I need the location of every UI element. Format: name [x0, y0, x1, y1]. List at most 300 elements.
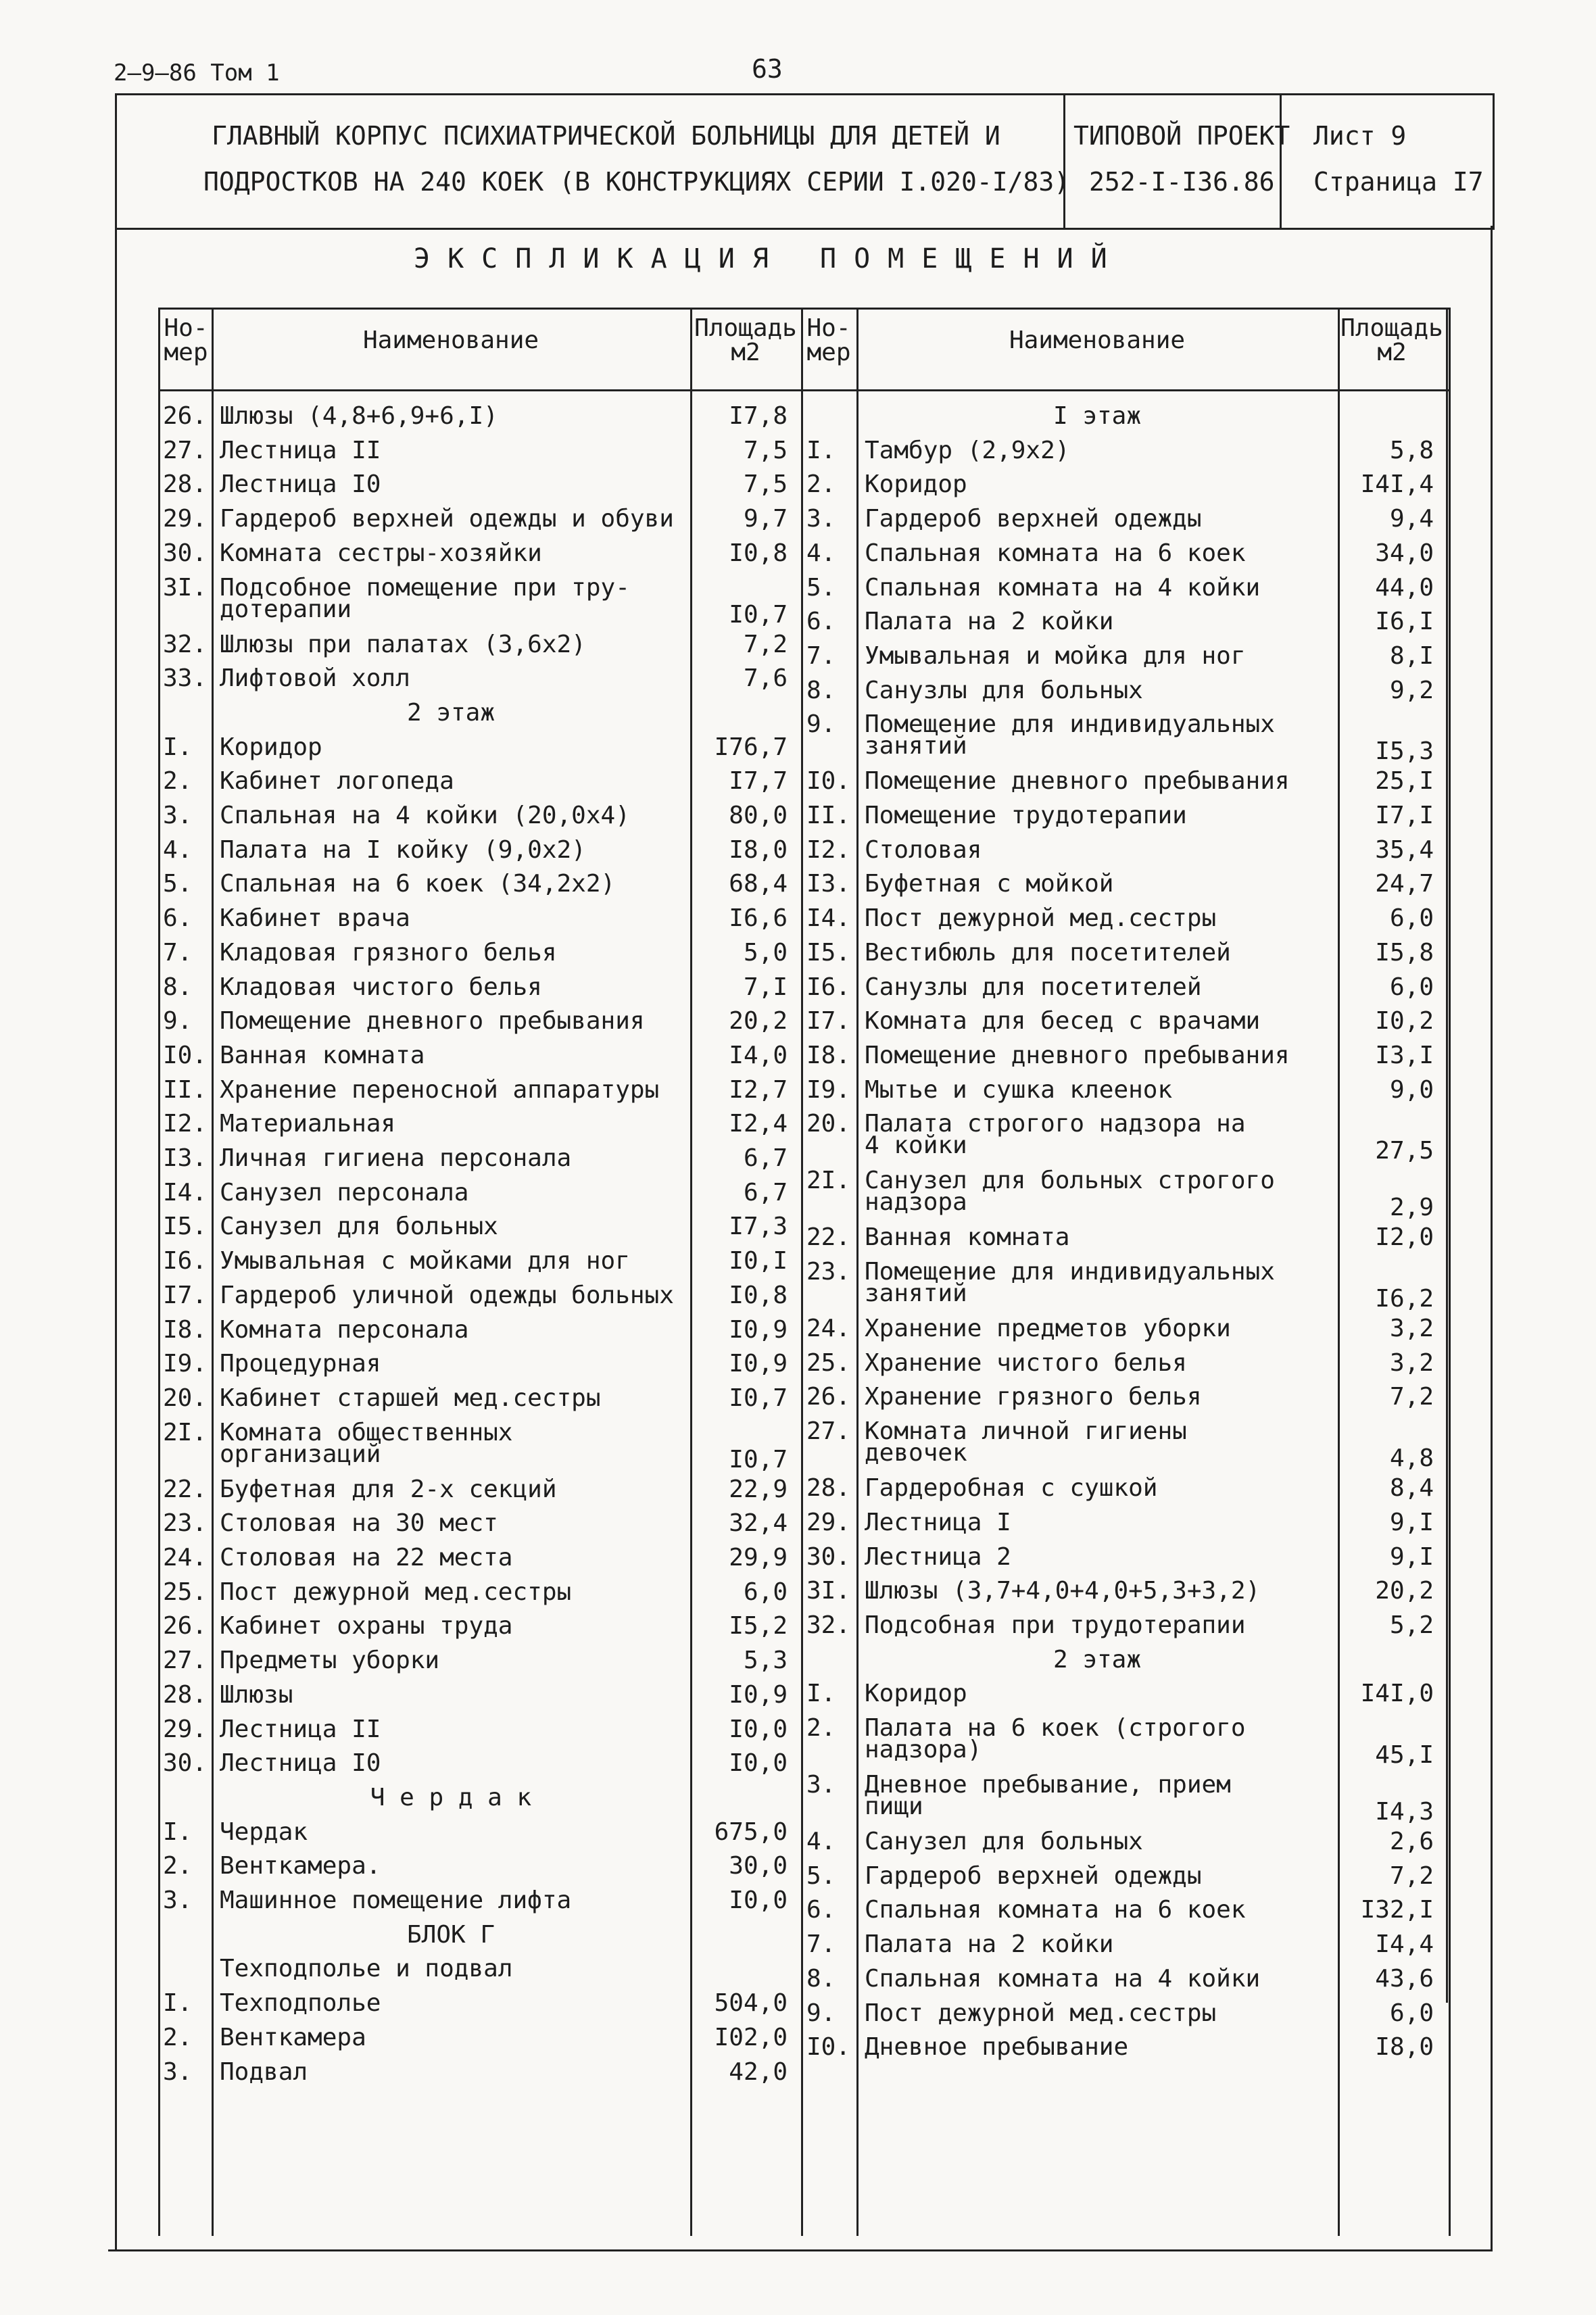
room-name: Чердак: [220, 1818, 308, 1846]
col-header-area-left: Площадь м2: [694, 314, 797, 366]
room-name: Комната общественных: [220, 1418, 513, 1446]
room-name-continued: девочек: [865, 1439, 967, 1467]
room-name: Пост дежурной мед.сестры: [220, 1578, 572, 1606]
room-area: I2,7: [729, 1075, 788, 1104]
table-row: [160, 436, 1449, 470]
room-area: 9,4: [1389, 505, 1434, 533]
room-number: 27.: [163, 436, 208, 464]
room-number: I0.: [806, 2033, 851, 2062]
room-area: I4I,0: [1360, 1680, 1434, 1708]
room-name: Кладовая чистого белья: [220, 973, 542, 1001]
room-name: Санузлы для больных: [865, 676, 1143, 704]
room-area: 4,8: [1389, 1444, 1434, 1473]
room-name: Хранение переносной аппаратуры: [220, 1075, 660, 1104]
table-row: [160, 1611, 1449, 1645]
room-name-continued: 4 койки: [865, 1131, 967, 1160]
room-area: I02,0: [714, 2023, 788, 2051]
room-number: 30.: [806, 1542, 851, 1571]
room-name: Материальная: [220, 1110, 396, 1138]
page-number: 63: [752, 54, 783, 84]
room-number: 29.: [163, 505, 208, 533]
room-area: I0,7: [729, 1384, 788, 1412]
room-area: I0,2: [1375, 1007, 1434, 1035]
room-area: 44,0: [1375, 573, 1434, 602]
room-area: 20,2: [729, 1007, 788, 1035]
room-name: Шлюзы (3,7+4,0+4,0+5,3+3,2): [865, 1577, 1261, 1605]
room-name: Помещение дневного пребывания: [865, 1041, 1290, 1069]
room-name: Коридор: [865, 470, 967, 499]
room-number: 27.: [163, 1647, 208, 1675]
room-area: 6,0: [743, 1578, 788, 1606]
room-name: Гардероб верхней одежды: [865, 1861, 1202, 1890]
table-row: [160, 1861, 1449, 1896]
room-number: 3I.: [806, 1577, 851, 1605]
room-name: Кабинет старшей мед.сестры: [220, 1384, 601, 1412]
table-row: [160, 1109, 1449, 1166]
room-number: 29.: [806, 1508, 851, 1536]
room-name: Спальная на 4 койки (20,0x4): [220, 802, 630, 829]
room-area: 8,I: [1389, 641, 1434, 670]
header-line-2: ПОДРОСТКОВ НА 240 КОЕК (В КОНСТРУКЦИЯХ СЕРИИ I.020-I/83): [203, 167, 1070, 197]
room-area: 35,4: [1375, 835, 1434, 864]
room-name-continued: организаций: [220, 1440, 381, 1468]
room-number: 24.: [163, 1544, 208, 1571]
room-name: Тамбур (2,9x2): [865, 436, 1070, 464]
room-area: 42,0: [729, 2057, 788, 2086]
room-number: 5.: [806, 1861, 836, 1890]
room-area: 7,5: [743, 436, 788, 464]
room-area: I7,7: [729, 767, 788, 796]
room-name: Буфетная для 2-х секций: [220, 1475, 557, 1503]
room-name: Кабинет охраны труда: [220, 1612, 513, 1640]
room-name: Подсобное помещение при тру-: [220, 573, 630, 602]
room-name: Санузел для больных: [865, 1828, 1143, 1855]
room-number: 6.: [806, 1896, 836, 1924]
room-area: 24,7: [1375, 870, 1434, 898]
room-number: 30.: [163, 539, 208, 567]
room-name: Лестница I0: [220, 470, 381, 499]
table-row: [160, 1417, 1449, 1473]
room-number: 24.: [806, 1315, 851, 1342]
section-heading: [160, 401, 1449, 436]
room-area: 5,8: [1389, 436, 1434, 464]
room-area: I0,9: [729, 1350, 788, 1378]
room-name: Ванная комната: [220, 1041, 425, 1069]
room-name: Процедурная: [220, 1350, 381, 1378]
room-area: 675,0: [714, 1818, 788, 1846]
room-area: I6,2: [1375, 1285, 1434, 1313]
room-name: Пост дежурной мед.сестры: [865, 904, 1217, 933]
room-area: 7,2: [743, 630, 788, 658]
table-row: [160, 1006, 1449, 1041]
table-row: [160, 470, 1449, 504]
room-name: Комната сестры-хозяйки: [220, 539, 542, 567]
room-area: I5,3: [1375, 737, 1434, 766]
room-number: 9.: [806, 1999, 836, 2027]
room-name-continued: занятий: [865, 732, 967, 760]
room-area: I0,8: [729, 539, 788, 567]
room-name: Кабинет логопеда: [220, 767, 454, 796]
frame-left: [115, 226, 117, 2251]
room-area: 8,4: [1389, 1474, 1434, 1503]
table-row: [160, 1041, 1449, 1075]
room-name: Мытье и сушка клеенок: [865, 1075, 1173, 1104]
room-area: 2,6: [1389, 1828, 1434, 1855]
room-area: 7,6: [743, 664, 788, 693]
col-header-number-left: Но- мер: [164, 314, 208, 366]
sheet-number: Лист 9: [1313, 121, 1407, 151]
table-row: [160, 1895, 1449, 1930]
room-name: Лестница II: [220, 1715, 381, 1743]
room-name: Ванная комната: [865, 1223, 1070, 1252]
room-number: 22.: [806, 1223, 851, 1252]
room-area: 43,6: [1375, 1964, 1434, 1993]
room-name: Кладовая грязного белья: [220, 938, 557, 967]
section-label: 2 этаж: [1053, 1645, 1142, 1674]
table-row: [160, 1348, 1449, 1383]
room-area: I7,8: [729, 402, 788, 430]
room-area: 3,2: [1389, 1315, 1434, 1342]
table-row: [160, 1576, 1449, 1611]
room-number: 8.: [163, 973, 193, 1001]
room-number: 8.: [806, 1964, 836, 1993]
room-area: I32,I: [1360, 1896, 1434, 1924]
room-area: 9,2: [1389, 676, 1434, 704]
room-area: I2,4: [729, 1110, 788, 1138]
room-name: Спальная на 6 коек (34,2x2): [220, 870, 616, 898]
table-row: [160, 1770, 1449, 1827]
room-name: Помещение трудотерапии: [865, 802, 1187, 829]
table-row: [160, 1679, 1449, 1713]
room-name: Хранение чистого белья: [865, 1348, 1187, 1377]
room-number: 7.: [163, 938, 193, 967]
room-area: I76,7: [714, 733, 788, 761]
room-number: 20.: [163, 1384, 208, 1412]
room-area: 6,0: [1389, 973, 1434, 1001]
room-number: I9.: [163, 1350, 208, 1378]
room-number: 28.: [163, 470, 208, 499]
room-area: I0,9: [729, 1680, 788, 1709]
room-area: I0,8: [729, 1281, 788, 1309]
room-number: I2.: [806, 835, 851, 864]
room-area: 9,I: [1389, 1542, 1434, 1571]
room-number: I.: [806, 1680, 836, 1708]
room-number: 27.: [806, 1417, 851, 1446]
room-number: 33.: [163, 664, 208, 693]
room-number: 7.: [806, 1930, 836, 1959]
frame-bottom: [108, 2249, 1493, 2251]
table-row: [160, 1508, 1449, 1542]
room-number: I.: [806, 436, 836, 464]
room-area: I6,6: [729, 904, 788, 933]
col-header-number-right: Но- мер: [806, 314, 851, 366]
room-area: I0,0: [729, 1886, 788, 1914]
table-row: [160, 1166, 1449, 1223]
room-number: I7.: [163, 1281, 208, 1309]
room-number: 4.: [163, 835, 193, 864]
room-name: Вестибюль для посетителей: [865, 938, 1231, 967]
room-area: I2,0: [1375, 1223, 1434, 1252]
room-area: 80,0: [729, 802, 788, 829]
room-number: 5.: [163, 870, 193, 898]
room-name-continued: надзора): [865, 1736, 982, 1763]
col-header-name-right: Наименование: [1009, 326, 1186, 354]
room-number: 25.: [163, 1578, 208, 1606]
room-number: 2I.: [163, 1418, 208, 1446]
room-number: 4.: [806, 539, 836, 567]
room-name: Коридор: [865, 1680, 967, 1708]
page-label: Страница I7: [1313, 167, 1484, 197]
room-name: Лестница II: [220, 436, 381, 464]
room-area: I3,I: [1375, 1041, 1434, 1069]
room-area: 20,2: [1375, 1577, 1434, 1605]
page-title: ЭКСПЛИКАЦИЯ ПОМЕЩЕНИЙ: [414, 243, 1125, 274]
room-name: Комната персонала: [220, 1315, 469, 1344]
room-name: Палата на 6 коек (строгого: [865, 1714, 1246, 1742]
room-area: I8,0: [729, 835, 788, 864]
room-number: 26.: [163, 1612, 208, 1640]
room-name: Личная гигиена персонала: [220, 1144, 572, 1172]
room-number: II.: [163, 1075, 208, 1104]
room-name: Техподполье: [220, 1989, 381, 2018]
room-number: 5.: [806, 573, 836, 602]
room-name: Санузел персонала: [220, 1178, 469, 1207]
room-name: Коридор: [220, 733, 322, 761]
room-name: Подсобная при трудотерапии: [865, 1611, 1246, 1639]
room-area: 9,I: [1389, 1508, 1434, 1536]
table-row: [160, 1314, 1449, 1348]
table-row: [160, 2032, 1449, 2067]
room-number: I0.: [806, 767, 851, 796]
room-name: Палата на I койку (9,0x2): [220, 835, 586, 864]
room-name: Техподполье и подвал: [220, 1955, 513, 1983]
room-number: 9.: [163, 1007, 193, 1035]
room-area: I4,0: [729, 1041, 788, 1069]
room-area: 7,2: [1389, 1861, 1434, 1890]
table-row: [160, 641, 1449, 676]
room-name: Лестница I: [865, 1508, 1011, 1536]
room-number: I.: [163, 1818, 193, 1846]
table-row: [160, 676, 1449, 710]
room-number: I5.: [806, 938, 851, 967]
room-number: I5.: [163, 1213, 208, 1241]
room-name: Помещение дневного пребывания: [220, 1007, 645, 1035]
room-number: I8.: [806, 1041, 851, 1069]
room-name: Подвал: [220, 2057, 308, 2086]
room-area: 34,0: [1375, 539, 1434, 567]
room-number: 6.: [163, 904, 193, 933]
room-name: Буфетная с мойкой: [865, 870, 1114, 898]
table-row: [160, 1075, 1449, 1110]
room-name: Комната для бесед с врачами: [865, 1007, 1261, 1035]
room-number: 32.: [163, 630, 208, 658]
room-area: I8,0: [1375, 2033, 1434, 2062]
table-row: [160, 539, 1449, 573]
table-row: [160, 1473, 1449, 1508]
room-name: Кабинет врача: [220, 904, 410, 933]
section-label: БЛОК Г: [406, 1920, 495, 1949]
room-number: 3.: [163, 802, 193, 829]
room-number: I2.: [163, 1110, 208, 1138]
room-area: I0,9: [729, 1315, 788, 1344]
room-area: 2,9: [1389, 1194, 1434, 1222]
room-number: I3.: [163, 1144, 208, 1172]
table-row: [160, 1542, 1449, 1577]
room-number: 7.: [806, 641, 836, 670]
room-number: 23.: [163, 1509, 208, 1538]
room-name: Столовая на 30 мест: [220, 1509, 498, 1538]
room-name: Лифтовой холл: [220, 664, 410, 693]
project-label: ТИПОВОЙ ПРОЕКТ: [1073, 121, 1290, 151]
room-area: I7,I: [1375, 802, 1434, 829]
room-name: Спальная комната на 4 койки: [865, 573, 1261, 602]
room-number: I7.: [806, 1007, 851, 1035]
col-header-area-right: Площадь м2: [1340, 314, 1443, 366]
room-number: 29.: [163, 1715, 208, 1743]
room-number: 25.: [806, 1348, 851, 1377]
room-name: Предметы уборки: [220, 1647, 440, 1675]
document-code: 2–9–86 Том 1: [114, 59, 280, 87]
room-number: 2I.: [806, 1167, 851, 1195]
room-name: Столовая: [865, 835, 982, 864]
room-area: I6,I: [1375, 608, 1434, 636]
room-name: Венткамера.: [220, 1852, 381, 1880]
room-name: Шлюзы (4,8+6,9+6,I): [220, 402, 498, 430]
room-name: Пост дежурной мед.сестры: [865, 1999, 1217, 2027]
room-area: I5,8: [1375, 938, 1434, 967]
room-area: 504,0: [714, 1989, 788, 2018]
room-number: 28.: [163, 1680, 208, 1709]
room-number: II.: [806, 802, 851, 829]
room-name: Хранение грязного белья: [865, 1383, 1202, 1411]
room-area: I5,2: [729, 1612, 788, 1640]
room-area: I0,7: [729, 1445, 788, 1473]
table-row: [160, 1827, 1449, 1861]
section-label: Ч е р д а к: [370, 1783, 532, 1811]
room-name-continued: пищи: [865, 1793, 923, 1820]
room-number: I8.: [163, 1315, 208, 1344]
room-name: Санузел для больных строгого: [865, 1167, 1275, 1195]
room-name: Лестница I0: [220, 1749, 381, 1778]
room-name: Спальная комната на 6 коек: [865, 1896, 1246, 1924]
table-row: [160, 607, 1449, 641]
room-area: 30,0: [729, 1852, 788, 1880]
room-number: 26.: [806, 1383, 851, 1411]
room-area: 3,2: [1389, 1348, 1434, 1377]
room-number: 3.: [806, 1771, 836, 1799]
table-row: [160, 573, 1449, 608]
room-number: 23.: [806, 1258, 851, 1286]
room-number: 26.: [163, 402, 208, 430]
room-number: 8.: [806, 676, 836, 704]
room-name: Машинное помещение лифта: [220, 1886, 572, 1914]
room-number: I4.: [163, 1178, 208, 1207]
room-area: 9,7: [743, 505, 788, 533]
room-name: Дневное пребывание: [865, 2033, 1129, 2062]
table-row: [160, 1223, 1449, 1257]
room-area: I4I,4: [1360, 470, 1434, 499]
section-heading: [160, 1645, 1449, 1680]
room-number: 4.: [806, 1828, 836, 1855]
room-name: Санузлы для посетителей: [865, 973, 1202, 1001]
room-name: Дневное пребывание, прием: [865, 1771, 1231, 1799]
room-name: Гардероб уличной одежды больных: [220, 1281, 674, 1309]
room-area: I4,4: [1375, 1930, 1434, 1959]
table-row: [160, 710, 1449, 766]
table-row: [160, 1713, 1449, 1770]
room-number: 22.: [163, 1475, 208, 1503]
room-area: 5,3: [743, 1647, 788, 1675]
room-name: Санузел для больных: [220, 1213, 498, 1241]
room-name: Гардероб верхней одежды и обуви: [220, 505, 674, 533]
room-name: Помещение для индивидуальных: [865, 1258, 1275, 1286]
room-number: 2.: [806, 1714, 836, 1742]
room-area: I4,3: [1375, 1798, 1434, 1826]
table-row: [160, 1382, 1449, 1417]
room-number: 3.: [163, 2057, 193, 2086]
table-row: [160, 1930, 1449, 1964]
room-name: Шлюзы при палатах (3,6x2): [220, 630, 586, 658]
room-number: 30.: [163, 1749, 208, 1778]
room-area: 45,I: [1375, 1741, 1434, 1769]
room-name: Гардеробная с сушкой: [865, 1474, 1158, 1503]
room-name-continued: дотерапии: [220, 595, 352, 623]
table-row: [160, 1964, 1449, 1999]
room-area: 7,5: [743, 470, 788, 499]
room-number: I.: [163, 1989, 193, 2018]
room-name: Венткамера: [220, 2023, 366, 2051]
room-number: 2.: [163, 1852, 193, 1880]
room-name: Столовая на 22 места: [220, 1544, 513, 1571]
room-number: I.: [163, 733, 193, 761]
table-row: [160, 869, 1449, 904]
room-name-continued: занятий: [865, 1280, 967, 1307]
room-area: I0,0: [729, 1749, 788, 1778]
header-line-1: ГЛАВНЫЙ КОРПУС ПСИХИАТРИЧЕСКОЙ БОЛЬНИЦЫ ДЛЯ ДЕТЕЙ И: [212, 121, 1000, 151]
room-number: 2.: [806, 470, 836, 499]
room-name: Лестница 2: [865, 1542, 1011, 1571]
table-row: [160, 938, 1449, 973]
room-number: I6.: [163, 1247, 208, 1275]
col-header-name-left: Наименование: [362, 326, 539, 354]
room-area: 27,5: [1375, 1137, 1434, 1165]
room-name: Шлюзы: [220, 1680, 293, 1709]
title-block: [115, 93, 1495, 230]
room-name: Спальная комната на 6 коек: [865, 539, 1246, 567]
table-row: [160, 835, 1449, 870]
room-area: I7,3: [729, 1213, 788, 1241]
room-area: 6,0: [1389, 1999, 1434, 2027]
room-name: Спальная комната на 4 койки: [865, 1964, 1261, 1993]
room-number: 32.: [806, 1611, 851, 1639]
room-area: I0,7: [729, 600, 788, 629]
project-number: 252-I-I36.86: [1089, 167, 1275, 197]
room-area: 5,0: [743, 938, 788, 967]
room-area: 22,9: [729, 1475, 788, 1503]
room-name: Умывальная и мойка для ног: [865, 641, 1246, 670]
room-name: Палата на 2 койки: [865, 608, 1114, 636]
table-row: [160, 504, 1449, 539]
room-area: I0,I: [729, 1247, 788, 1275]
room-number: 28.: [806, 1474, 851, 1503]
room-area: I0,0: [729, 1715, 788, 1743]
room-area: 6,0: [1389, 904, 1434, 933]
room-number: 9.: [806, 710, 836, 739]
room-name: Умывальная с мойками для ног: [220, 1247, 630, 1275]
explication-table: [158, 308, 1451, 2236]
room-number: 20.: [806, 1110, 851, 1138]
table-row: [160, 766, 1449, 801]
